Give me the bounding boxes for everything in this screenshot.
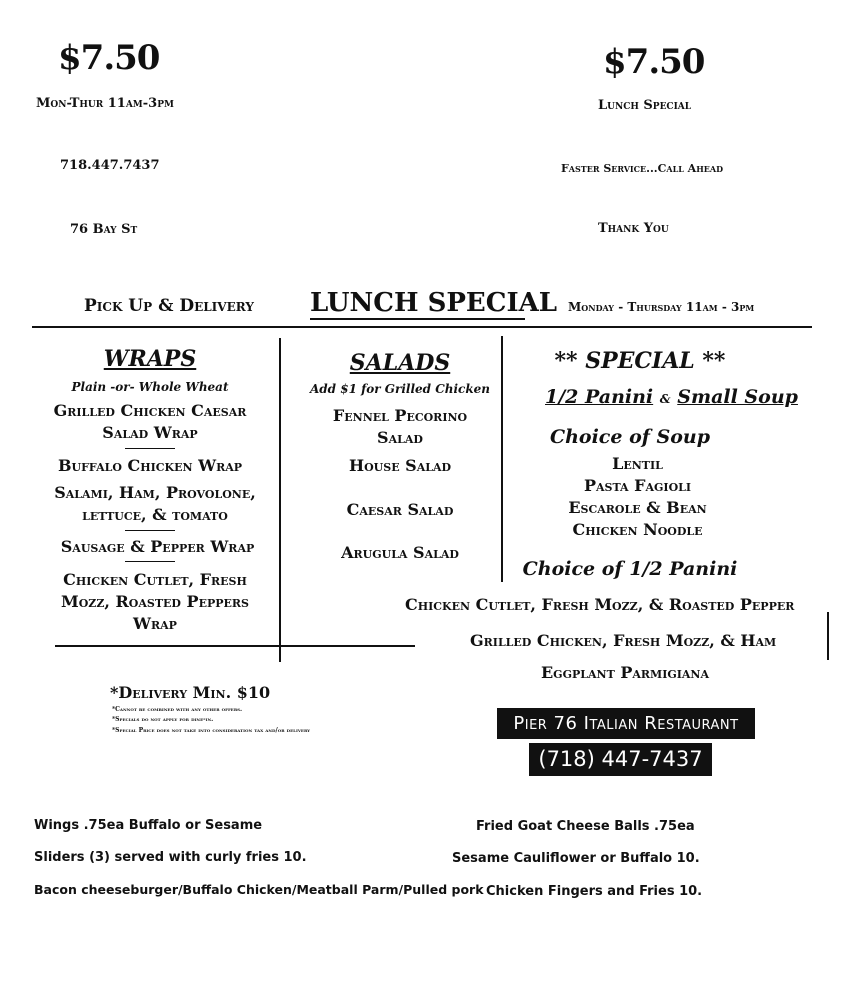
wrap-item: Buffalo Chicken Wrap [57, 456, 243, 475]
faster-service-note: Faster Service...Call Ahead [561, 162, 724, 175]
phone-banner [529, 743, 712, 776]
panini-item: Eggplant Parmigiana [540, 663, 710, 682]
wraps-subheading: Plain -or- Whole Wheat [71, 380, 229, 394]
pickup-delivery: Pick Up & Delivery [84, 296, 254, 316]
soup-heading: Choice of Soup [549, 426, 711, 448]
delivery-minimum: *Delivery Min. $10 [110, 683, 271, 702]
extra-item-right: Chicken Fingers and Fries 10. [486, 884, 703, 899]
extra-item-left: Sliders (3) served with curly fries 10. [34, 850, 307, 865]
soup-item: Escarole & Bean [568, 498, 707, 517]
wraps-heading: WRAPS [103, 346, 197, 372]
soup-item: Chicken Noodle [572, 520, 703, 539]
special-combo [545, 386, 798, 408]
salads-subheading: Add $1 for Grilled Chicken [309, 382, 491, 396]
salad-item: Arugula Salad [341, 543, 459, 562]
special-heading: ** SPECIAL ** [554, 348, 726, 374]
phone-left: 718.447.7437 [60, 158, 160, 173]
salad-item: Caesar Salad [346, 500, 454, 519]
salad-item: House Salad [348, 456, 452, 475]
panini-item: Grilled Chicken, Fresh Mozz, & Ham [470, 631, 777, 650]
column-divider-1 [279, 338, 281, 662]
combo-soup: Small Soup [677, 386, 798, 408]
wrap-item: Grilled Chicken Caesar Salad Wrap [53, 401, 247, 442]
combo-ampersand: & [659, 392, 671, 406]
lunch-special-label: Lunch Special [598, 98, 692, 113]
combo-panini: 1/2 Panini [545, 386, 654, 408]
right-edge-mark [827, 612, 829, 660]
title-underline [310, 318, 525, 320]
extra-item-left: Wings .75ea Buffalo or Sesame [34, 818, 263, 833]
wraps-bottom-divider [55, 645, 415, 647]
hours-left: Mon-Thur 11am-3pm [36, 96, 174, 111]
restaurant-phone: (718) 447-7437 [538, 747, 703, 771]
restaurant-name: Pier 76 Italian Restaurant [513, 713, 739, 734]
delivery-note: *Cannot be combined with any other offers. [112, 706, 243, 713]
wrap-item: Sausage & Pepper Wrap [60, 537, 255, 556]
address-left: 76 Bay St [70, 222, 138, 237]
title-divider [32, 326, 812, 328]
thank-you: Thank You [598, 221, 669, 236]
soup-item: Pasta Fagioli [583, 476, 692, 495]
soup-item: Lentil [612, 454, 663, 473]
extra-item-left: Bacon cheeseburger/Buffalo Chicken/Meatball Parm/Pulled pork [34, 882, 484, 897]
price-right: $7.50 [603, 42, 705, 82]
title-hours: Monday - Thursday 11am - 3pm [568, 300, 755, 314]
panini-item: Chicken Cutlet, Fresh Mozz, & Roasted Pepper [405, 595, 795, 614]
delivery-note: *Specials do not apply for dine-in. [112, 716, 214, 723]
wrap-separator [125, 561, 175, 562]
page-title: LUNCH SPECIAL [310, 288, 558, 318]
panini-heading: Choice of 1/2 Panini [522, 558, 738, 580]
delivery-note: *Special Price does not take into consideration tax and/or delivery [112, 727, 311, 734]
price-left: $7.50 [58, 38, 160, 78]
salads-heading: SALADS [349, 350, 451, 376]
wrap-separator [125, 530, 175, 531]
extra-item-right: Sesame Cauliflower or Buffalo 10. [452, 851, 700, 866]
wrap-separator [125, 448, 175, 449]
extra-item-right: Fried Goat Cheese Balls .75ea [476, 819, 695, 834]
wrap-item: Salami, Ham, Provolone, lettuce, & tomato [54, 483, 256, 524]
salad-item: Fennel Pecorino Salad [332, 406, 468, 447]
restaurant-banner [497, 708, 755, 739]
column-divider-2 [501, 336, 503, 582]
wrap-item: Chicken Cutlet, Fresh Mozz, Roasted Peppers Wrap [61, 570, 249, 633]
